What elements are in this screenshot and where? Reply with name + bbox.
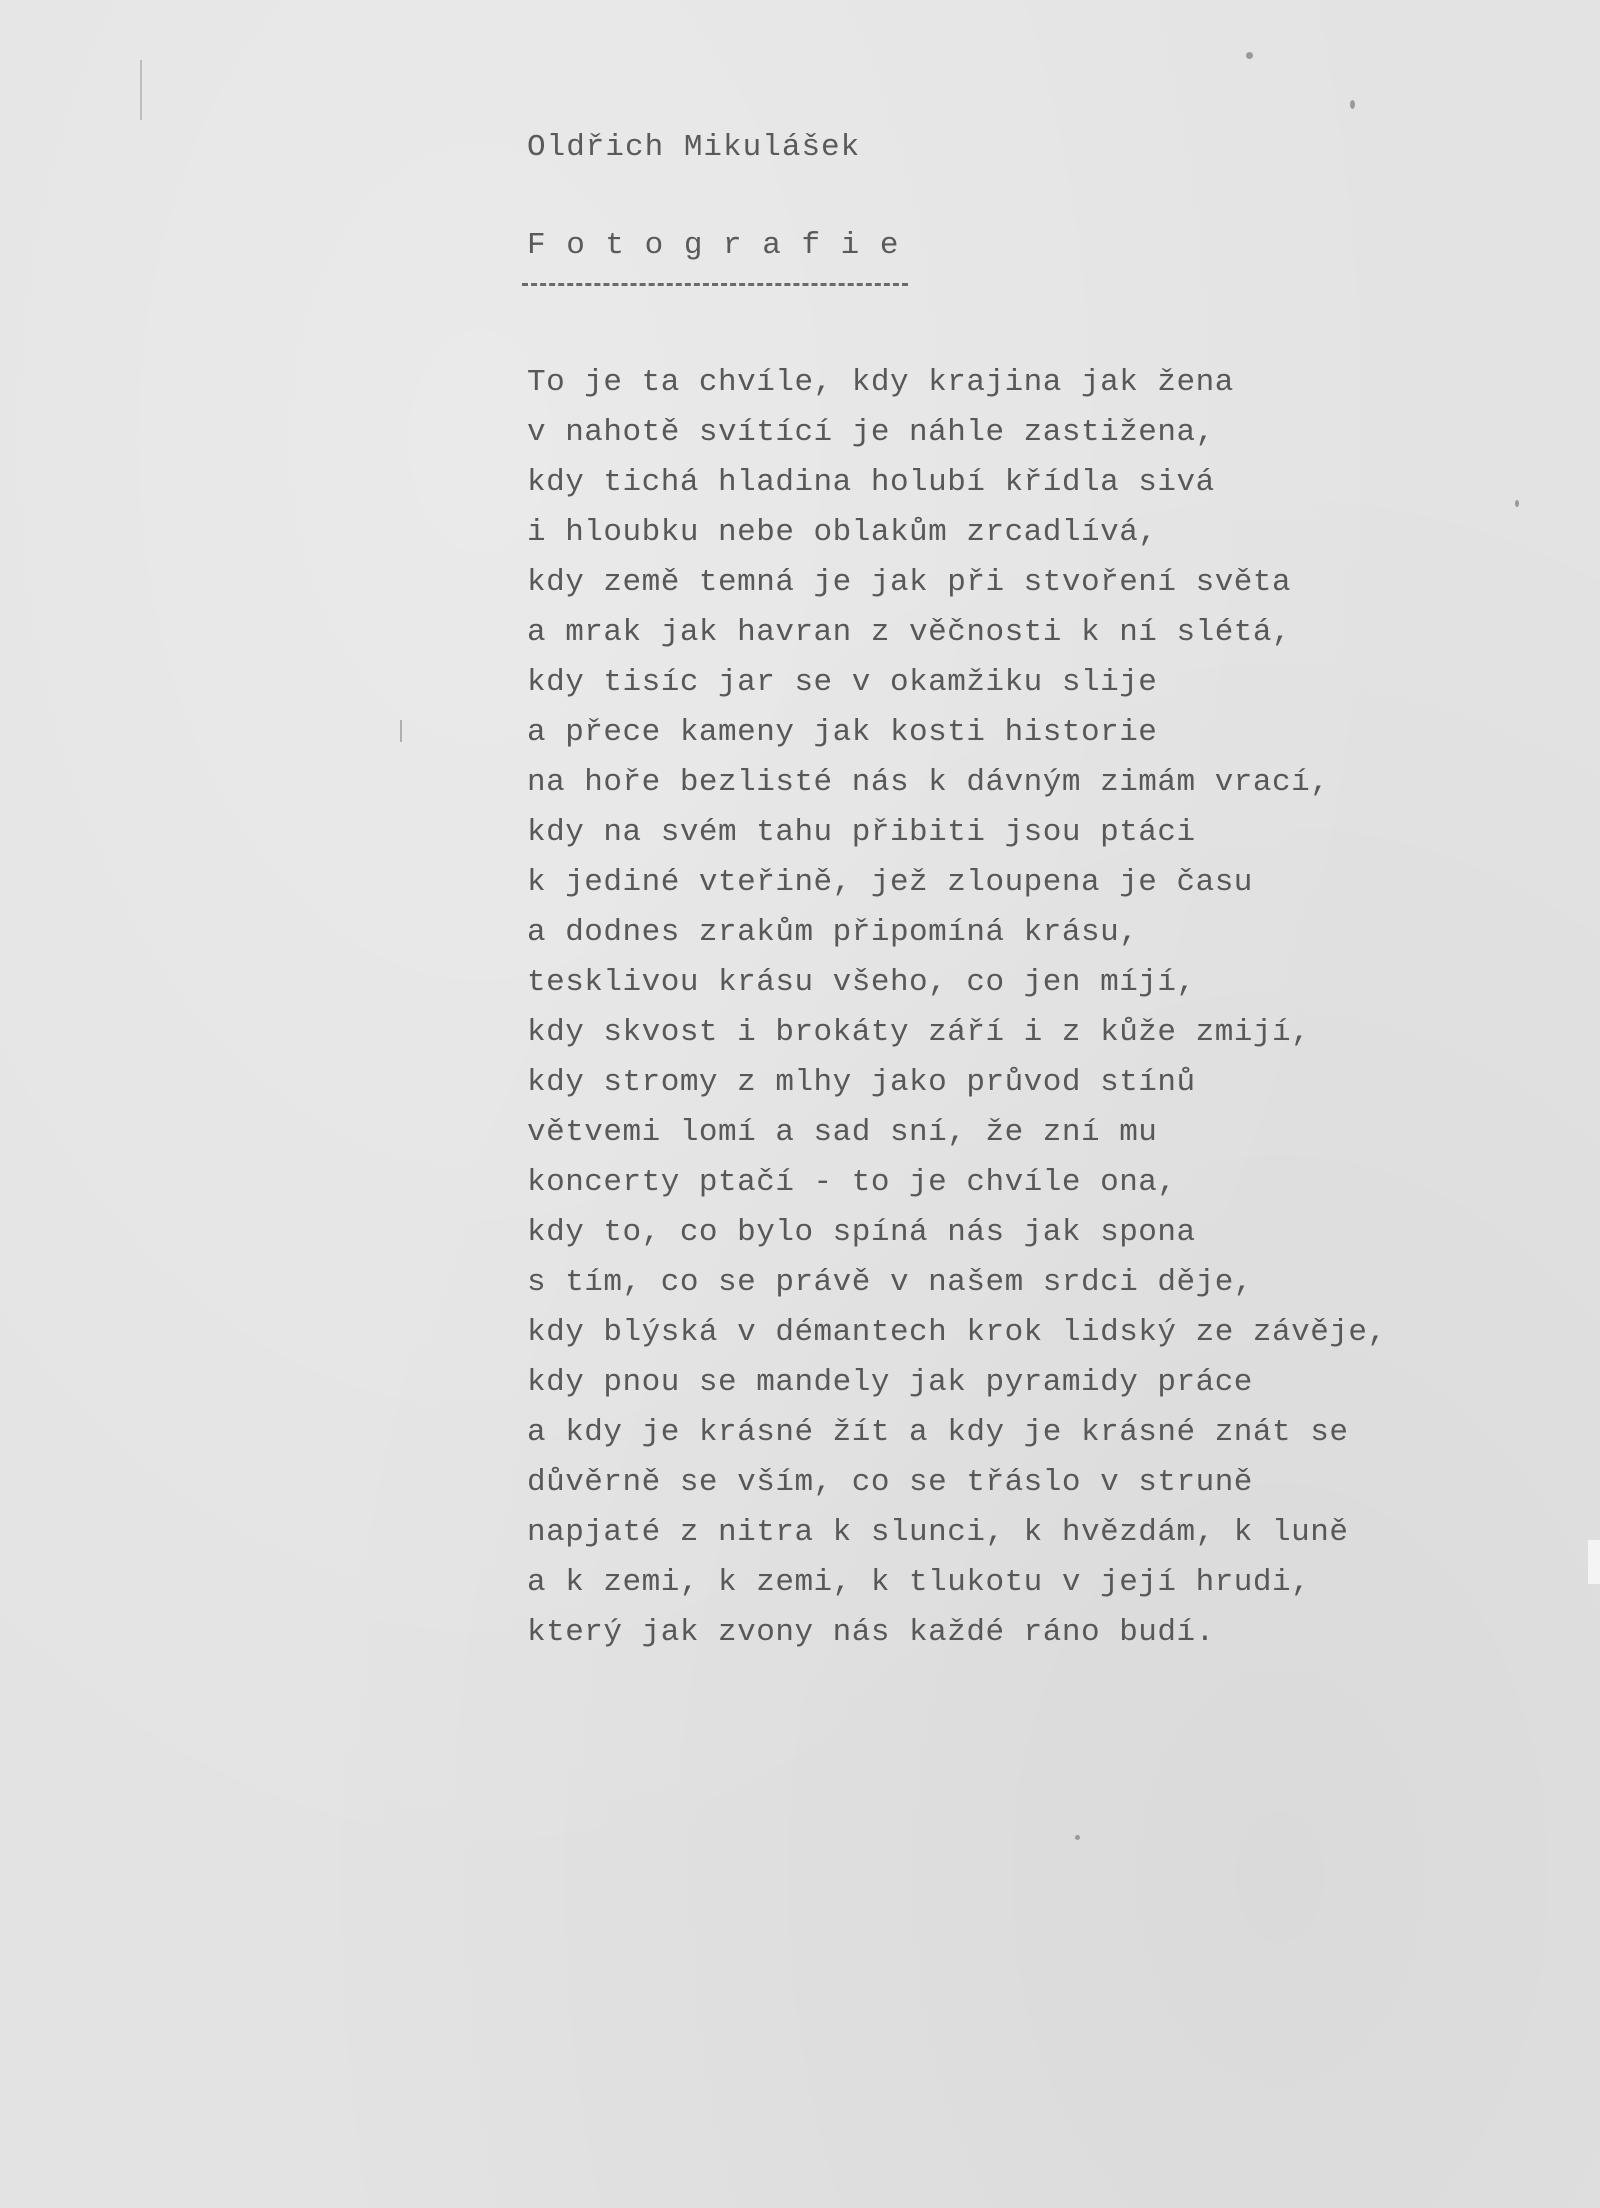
poem-line: kdy pnou se mandely jak pyramidy práce: [527, 1365, 1253, 1400]
author-name: Oldřich Mikulášek: [527, 130, 861, 165]
poem-line: a dodnes zrakům připomíná krásu,: [527, 915, 1139, 950]
title-underline: [522, 283, 908, 286]
paper-speck: [1350, 100, 1355, 109]
poem-title: F o t o g r a f i e: [527, 228, 900, 263]
poem-line: který jak zvony nás každé ráno budí.: [527, 1615, 1215, 1650]
paper-speck: [1246, 52, 1253, 59]
poem-line: kdy to, co bylo spíná nás jak spona: [527, 1215, 1196, 1250]
poem-line: důvěrně se vším, co se třáslo v struně: [527, 1465, 1253, 1500]
poem-body: [527, 358, 1387, 1658]
poem-line: kdy stromy z mlhy jako průvod stínů: [527, 1065, 1196, 1100]
poem-line: tesklivou krásu všeho, co jen míjí,: [527, 965, 1196, 1000]
poem-line: v nahotě svítící je náhle zastižena,: [527, 415, 1215, 450]
scan-edge-mark: [1588, 1540, 1600, 1584]
poem-line: To je ta chvíle, kdy krajina jak žena: [527, 365, 1234, 400]
poem-line: kdy země temná je jak při stvoření světa: [527, 565, 1292, 600]
scan-edge-mark: [140, 60, 142, 120]
poem-line: koncerty ptačí - to je chvíle ona,: [527, 1165, 1177, 1200]
poem-line: kdy skvost i brokáty září i z kůže zmijí,: [527, 1015, 1311, 1050]
poem-line: kdy blýská v démantech krok lidský ze závěje,: [527, 1315, 1387, 1350]
poem-line: na hoře bezlisté nás k dávným zimám vrací,: [527, 765, 1330, 800]
poem-line: napjaté z nitra k slunci, k hvězdám, k luně: [527, 1515, 1349, 1550]
poem-line: i hloubku nebe oblakům zrcadlívá,: [527, 515, 1158, 550]
paper-speck: [1075, 1835, 1080, 1840]
poem-line: a mrak jak havran z věčnosti k ní slétá,: [527, 615, 1292, 650]
poem-line: a k zemi, k zemi, k tlukotu v její hrudi,: [527, 1565, 1311, 1600]
poem-line: kdy na svém tahu přibiti jsou ptáci: [527, 815, 1196, 850]
paper-speck: [1515, 500, 1519, 507]
poem-line: a kdy je krásné žít a kdy je krásné znát se: [527, 1415, 1349, 1450]
poem-line: s tím, co se právě v našem srdci děje,: [527, 1265, 1253, 1300]
poem-line: a přece kameny jak kosti historie: [527, 715, 1158, 750]
poem-line: kdy tichá hladina holubí křídla sivá: [527, 465, 1215, 500]
poem-line: kdy tisíc jar se v okamžiku slije: [527, 665, 1158, 700]
poem-line: větvemi lomí a sad sní, že zní mu: [527, 1115, 1158, 1150]
scan-edge-mark: [400, 720, 402, 742]
poem-line: k jediné vteřině, jež zloupena je času: [527, 865, 1253, 900]
